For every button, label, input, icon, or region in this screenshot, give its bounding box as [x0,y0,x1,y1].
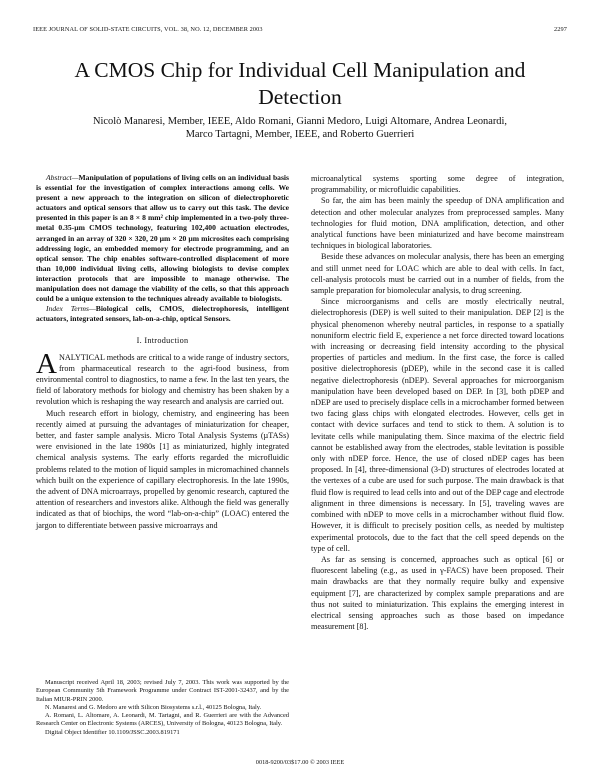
section-heading-introduction: I. Introduction [136,336,189,346]
page-number: 2297 [554,26,567,33]
right-paragraph-1: So far, the aim has been mainly the speedup of DNA amplification and detection and other molecular analyzes from preprocessed samples. Many technologies for fluid motion, DNA amplification, detection, and other analytical functions have been miniaturized and have become mainstream techniques in biological laboratories. [311,196,564,251]
right-column [311,173,564,632]
index-terms [36,304,289,324]
right-paragraph-2: Beside these advances on molecular analysis, there has been an emerging and still unmet need for LOAC which are able to deal with cells. In fact, cell-analysis protocols must be carried out in a number of fields, from the sample preparation for biomolecular analysis, to drug screening. [311,252,564,296]
right-paragraph-4: As far as sensing is concerned, approaches such as optical [6] or fluorescent labeling (e.g., as used in γ-FACS) have been proposed. Their main drawbacks are that they normally require bulky and expensive equipment [7], are characterized by complex sample preparations and are thus not suited to miniaturization. This explains the emerging interest in electrical sensing approaches such as those based on impedance measurement [8]. [311,554,564,632]
left-column [36,173,289,531]
author-line-2: Marco Tartagni, Member, IEEE, and Roberto Guerrieri [185,129,415,140]
index-terms-text: Biological cells, CMOS, dielectrophoresis, intelligent actuators, integrated sensors, lab-on-a-chip, optical Sensors. [36,304,289,324]
footnote-affiliation-2: A. Romani, L. Altomare, A. Leonardi, M. Tartagni, and R. Guerrieri are with the Advanced Research Center on Electronic Systems (ARCES), University of Bologna, 40123 Bologna, Italy. [36,712,289,728]
intro-paragraph-1 [36,347,289,408]
index-terms-label: Index Terms— [46,304,96,314]
intro-paragraph-2: Much research effort in biology, chemistry, and engineering has been recently aimed at pursuing the advantages of miniaturization for cheaper, better, and faster sample analysis. Micro Total Analysis Systems (µTASs) were envisioned in the late 1980s [1] as miniaturized, highly integrated chemical analysis systems. The early efforts regarded the microfluidic problems related to the motion of liquid samples in micromachined channels which built on the experience of capillary electrophoresis. In the late 1990s, the advent of DNA microarrays, propelled by genomic research, captured the attention of researchers and investors alike. Although the field was generally indicated as that of biochips, the word “lab-on-a-chip” (LOAC) entered the jargon to differentiate between passive microarrays and [36,408,289,530]
footnote-doi: Digital Object Identifier 10.1109/JSSC.2003.819171 [45,728,180,736]
running-header [33,26,567,36]
right-paragraph-0: microanalytical systems sporting some degree of integration, programmability, or microfluidic capabilities. [311,174,564,195]
footnotes [36,679,289,737]
author-line-1: Nicolò Manaresi, Member, IEEE, Aldo Romani, Gianni Medoro, Luigi Altomare, Andrea Leonardi, [93,116,507,127]
abstract [36,173,289,304]
copyright-footer: 0018-9200/03$17.00 © 2003 IEEE [255,759,345,766]
footnote-affiliation-1: N. Manaresi and G. Medoro are with Silicon Biosystems s.r.l., 40125 Bologna, Italy. [45,703,262,711]
intro-paragraph-1-text: NALYTICAL methods are critical to a wide range of industry sectors, from pharmaceutical research to the agri-food business, from environmental control to diagnostics, to name a few. In the last ten years, the field of laboratory methods for biology and chemistry has been shaken by a revolution which is reshaping the way research and analysis are carried out. [36,352,289,407]
right-paragraph-3: Since microorganisms and cells are mostly electrically neutral, dielectrophoresis (DEP) is well suited to their manipulation. DEP [2] is the physical phenomenon whereby neutral particles, in response to a spatially nonuniform electric field E, experience a net force directed toward locations with increasing or decreasing field intensity according to the physical properties of particles and medium. In the first case, the force is called positive dielectrophoresis (pDEP), while in the second case it is called negative dielectrophoresis (nDEP). Several approaches for microorganism manipulation have been developed based on DEP. In [3], both pDEP and nDEP are used to precisely displace cells in a microchamber formed between two facing glass chips with elongated electrodes. However, cells get in contact with device surfaces and tend to stick to them. A solution is to levitate cells while manipulating them. Since maxima of the electric field cannot be established away from the electrodes, stable levitation is possible only with nDEP force. Hence, the use of closed nDEP cages has been proposed. In [4], three-dimensional (3-D) structures of electrodes located at the vertexes of a cube are used for such purpose. The main drawback is that fluid flow is required to lead cells into and out of the DEP cage and electrode alignment in three dimensions is necessary. In [5], traveling waves are combined with nDEP to move cells in a microchamber without fluid flow. However, it is difficult to precisely position cells, as needed by multistep experimental protocols, due to the fact that the cell speed depends on the type of cell. [311,297,564,553]
journal-name: IEEE JOURNAL OF SOLID-STATE CIRCUITS, VOL. 38, NO. 12, DECEMBER 2003 [33,26,263,33]
paper-title: A CMOS Chip for Individual Cell Manipulation and Detection [74,58,526,109]
abstract-text: Manipulation of populations of living cells on an individual basis is essential for the investigation of complex interactions among cells. We present a new approach to the integration on silicon of dielectrophoretic actuators and optical sensors that allow us to carry out this task. The device presented in this paper is an 8 × 8 mm² chip implemented in a two-poly three-metal 0.35-µm CMOS technology, featuring 102,400 actuation electrodes, arranged in an array of 320 × 320, 20 µm × 20 µm microsites each comprising addressing logic, an embedded memory for electrode programming, and an optical sensor. The chip enables software-controlled displacement of more than 10,000 individual living cells, allowing biologists to devise complex interaction protocols that are impossible to manage otherwise. The manipulation does not damage the viability of the cells, so that this approach could be a unique extension to the techniques already available to biologists. [36,173,289,304]
author-list [60,115,540,141]
footnote-manuscript: Manuscript received April 18, 2003; revised July 7, 2003. This work was supported by the European Community 5th Framework Programme under Contract IST-2001-32437, and by the Italian MIUR-PRIN 2000. [36,679,289,703]
abstract-label: Abstract— [46,173,79,182]
drop-cap: A [36,347,57,380]
